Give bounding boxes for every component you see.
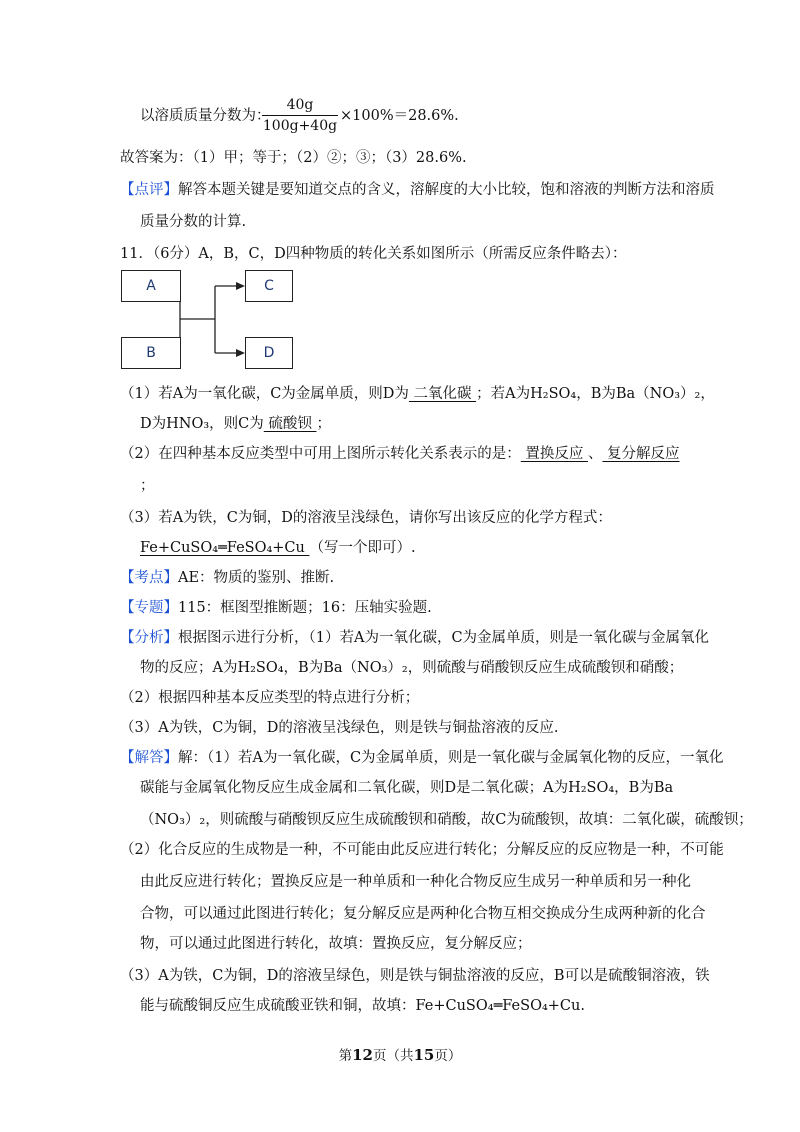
arrow-head xyxy=(236,349,245,357)
box-c: C xyxy=(245,270,293,302)
fraction-numerator: 40g xyxy=(286,97,314,113)
question-part-2 xyxy=(120,444,680,464)
comment-tag: 【点评】 xyxy=(120,182,178,198)
text-segment: 、 xyxy=(587,446,603,462)
fill-answer: Fe+CuSO₄═FeSO₄+Cu xyxy=(140,540,310,556)
jieda-line xyxy=(120,748,724,768)
text-segment: （1）若A为一氧化碳，C为金属单质，则D为 xyxy=(120,386,409,402)
box-a: A xyxy=(121,270,181,302)
fill-answer: 复分解反应 xyxy=(602,446,680,462)
text-line: ； xyxy=(140,478,155,494)
text-segment: AE：物质的鉴别、推断. xyxy=(178,570,335,586)
text-line: （2）化合反应的生成物是一种，不可能由此反应进行转化；分解反应的反应物是一种，不可能 xyxy=(120,842,724,858)
text-segment: ； xyxy=(316,416,331,432)
text-segment: 根据图示进行分析，（1）若A为一氧化碳，C为金属单质，则是一氧化碳与金属氧化 xyxy=(178,630,710,646)
text-line: 碳能与金属氧化物反应生成金属和二氧化碳，则D是二氧化碳；A为H₂SO₄，B为Ba xyxy=(140,780,674,796)
page-number: 12 xyxy=(352,1046,373,1064)
question-part-3-answer xyxy=(140,538,416,558)
text-line: （3）A为铁，C为铜，D的溶液呈绿色，则是铁与铜盐溶液的反应，B可以是硫酸铜溶液，铁 xyxy=(120,968,710,984)
text-line: （3）A为铁，C为铜，D的溶液呈浅绿色，则是铁与铜盐溶液的反应. xyxy=(120,720,559,736)
text-line: （NO₃）₂，则硫酸与硝酸钡反应生成硫酸钡和硝酸，故C为硫酸钡，故填：二氧化碳，硫酸钡； xyxy=(140,812,753,828)
fill-answer: 置换反应 xyxy=(520,446,588,462)
text-segment: 以溶质质量分数为： xyxy=(140,108,271,124)
zhuanti-tag: 【专题】 xyxy=(120,600,178,616)
text-segment: D为HNO₃，则C为 xyxy=(140,416,264,432)
arrow-head xyxy=(236,282,245,290)
zhuanti-line xyxy=(120,598,432,618)
jieda-tag: 【解答】 xyxy=(120,750,178,766)
text-line: 合物，可以通过此图进行转化；复分解反应是两种化合物互相交换成分生成两种新的化合 xyxy=(140,906,706,922)
text-line: 由此反应进行转化；置换反应是一种单质和一种化合物反应生成另一种单质和另一种化 xyxy=(140,874,691,890)
box-d: D xyxy=(245,337,293,369)
footer-text: 页（共 xyxy=(373,1048,414,1064)
text-line: 物的反应；A为H₂SO₄，B为Ba（NO₃）₂，则硫酸与硝酸钡反应生成硫酸钡和硝酸； xyxy=(140,660,684,676)
text-line: 能与硫酸铜反应生成硫酸亚铁和铜，故填：Fe+CuSO₄═FeSO₄+Cu. xyxy=(140,998,585,1014)
fill-answer: 硫酸钡 xyxy=(263,416,317,432)
text-segment: （写一个即可）. xyxy=(309,540,416,556)
kaodian-line xyxy=(120,568,334,588)
text-line: 物，可以通过此图进行转化，故填：置换反应，复分解反应； xyxy=(140,936,532,952)
footer-text: 第 xyxy=(338,1048,353,1064)
text-line: （2）根据四种基本反应类型的特点进行分析； xyxy=(120,690,420,706)
page-footer xyxy=(0,1044,800,1064)
text-segment: （2）在四种基本反应类型中可用上图所示转化关系表示的是： xyxy=(120,446,521,462)
page-total: 15 xyxy=(413,1046,435,1064)
text-segment: ×100%＝28.6%. xyxy=(340,108,459,124)
text-segment: ；若A为H₂SO₄，B为Ba（NO₃）₂， xyxy=(476,386,715,402)
kaodian-tag: 【考点】 xyxy=(120,570,178,586)
question-part-1 xyxy=(120,384,715,404)
footer-text: 页） xyxy=(434,1048,462,1064)
text-segment: 115：框图型推断题；16：压轴实验题. xyxy=(178,600,432,616)
text-segment: 解：（1）若A为一氧化碳，C为金属单质，则是一氧化碳与金属氧化物的反应，一氧化 xyxy=(178,750,724,766)
text-segment: 解答本题关键是要知道交点的含义，溶解度的大小比较，饱和溶液的判断方法和溶质 xyxy=(178,182,715,198)
reaction-diagram xyxy=(0,0,800,400)
fenxi-line xyxy=(120,628,709,648)
box-b: B xyxy=(121,337,181,369)
fill-answer: 二氧化碳 xyxy=(408,386,477,402)
fenxi-tag: 【分析】 xyxy=(120,630,178,646)
question-part-3: （3）若A为铁，C为铜，D的溶液呈浅绿色，请你写出该反应的化学方程式： xyxy=(120,510,612,526)
question-title: 11．（6分）A，B，C，D四种物质的转化关系如图所示（所需反应条件略去）： xyxy=(120,246,627,262)
text-line: 质量分数的计算. xyxy=(140,214,247,230)
answer-line: 故答案为：（1）甲；等于；（2）②；③；（3）28.6%. xyxy=(120,150,467,166)
fraction-denominator: 100g+40g xyxy=(262,118,338,134)
question-part-1b xyxy=(140,414,331,434)
